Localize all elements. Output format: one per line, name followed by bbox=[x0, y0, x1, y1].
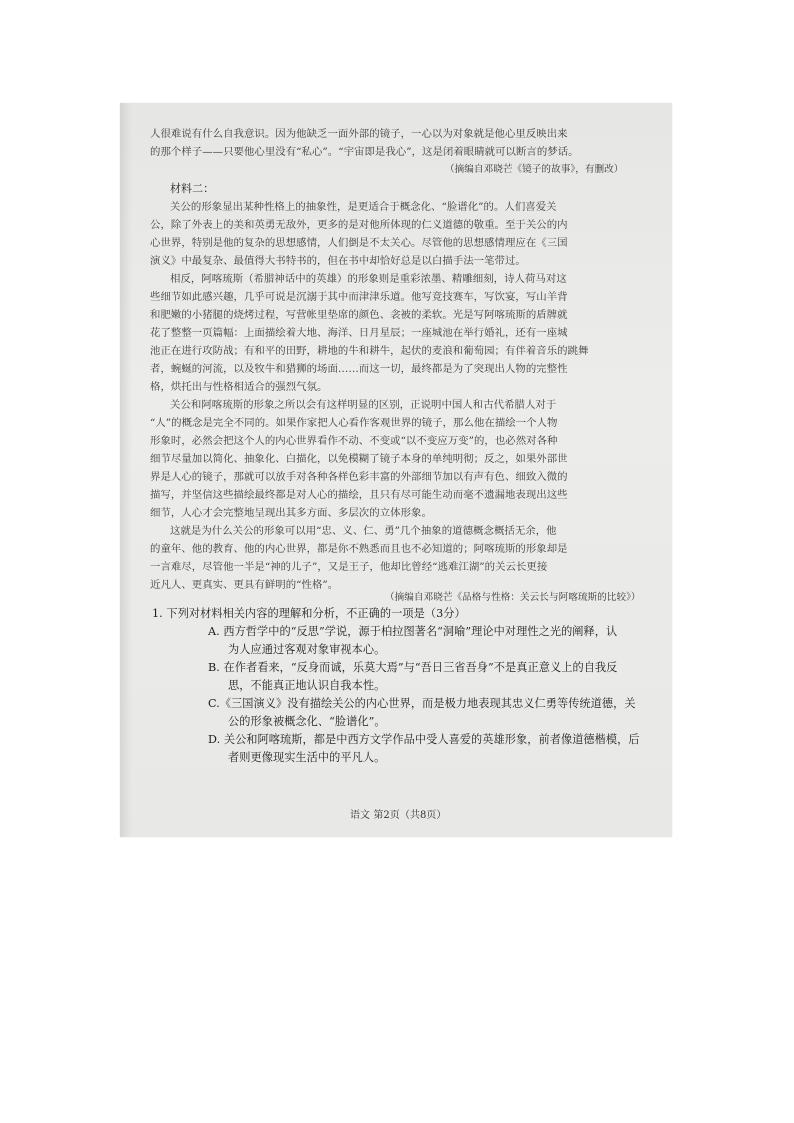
option-a: A. 西方哲学中的“反思”学说，源于柏拉图著名“洞喻”理论中对理性之光的阐释，认 bbox=[208, 625, 618, 638]
question-stem: 1. 下列对材料相关内容的理解和分析，不正确的一项是（3分） bbox=[152, 607, 466, 620]
text-line: 界是人心的镜子，那就可以放手对各种各样色彩丰富的外部细节加以有声有色、细致入微的 bbox=[150, 471, 568, 483]
text-line: 这就是为什么关公的形象可以用“忠、义、仁、勇”几个抽象的道德概念概括无余，他 bbox=[170, 525, 557, 537]
text-line: 细节尽量加以简化、抽象化、白描化，以免模糊了镜子本身的单纯明彻；反之，如果外部世 bbox=[150, 453, 568, 465]
text-line: 描写，并坚信这些描绘最终都是对人心的描绘，且只有尽可能生动而毫不遗漏地表现出这些 bbox=[150, 489, 568, 501]
text-line: 花了整整一页篇幅：上面描绘着大地、海洋、日月星辰；一座城池在举行婚礼，还有一座城 bbox=[150, 327, 568, 339]
option-c-cont: 公的形象被概念化、“脸谱化”。 bbox=[228, 715, 386, 728]
option-b-cont: 思，不能真正地认识自我本性。 bbox=[228, 679, 386, 692]
text-line: 关公的形象显出某种性格上的抽象性，是更适合于概念化、“脸谱化”的。人们喜爱关 bbox=[170, 201, 557, 213]
page-footer: 语文 第2页（共8页） bbox=[350, 810, 447, 821]
text-line: 近凡人、更真实、更具有鲜明的“性格”。 bbox=[150, 579, 339, 591]
option-a-cont: 为人应通过客观对象审视本心。 bbox=[228, 643, 386, 656]
text-line: 演义》中最复杂、最值得大书特书的，但在书中却恰好总是以白描手法一笔带过。 bbox=[150, 255, 526, 267]
source-citation: （摘编自邓晓芒《镜子的故事》，有删改） bbox=[445, 164, 624, 175]
exam-page bbox=[120, 103, 672, 837]
source-citation: （摘编自邓晓芒《品格与性格：关云长与阿喀琉斯的比较》） bbox=[385, 592, 641, 603]
text-line: 些细节如此感兴趣，几乎可说是沉溺于其中而津津乐道。他写竞技赛车，写饮宴，写山羊背 bbox=[150, 291, 568, 303]
text-line: 人很难说有什么自我意识。因为他缺乏一面外部的镜子，一心以为对象就是他心里反映出来 bbox=[150, 128, 568, 140]
text-line: “人”的概念是完全不同的。如果作家把人心看作客观世界的镜子，那么他在描绘一个人物 bbox=[150, 417, 558, 429]
option-d: D. 关公和阿喀琉斯，都是中西方文学作品中受人喜爱的英雄形象，前者像道德楷模，后 bbox=[208, 733, 640, 746]
text-line: 细节，人心才会完整地呈现出其多方面、多层次的立体形象。 bbox=[150, 507, 432, 519]
text-line: 相反，阿喀琉斯（希腊神话中的英雄）的形象则是重彩浓墨、精雕细刻，诗人荷马对这 bbox=[170, 273, 567, 285]
text-line: 一言难尽，尽管他一半是“神的儿子”，又是王子，他却比曾经“逃难江湖”的关云长更接 bbox=[150, 561, 548, 573]
text-line: 公，除了外表上的美和英勇无敌外，更多的是对他所体现的仁义道德的敬重。至于关公的内 bbox=[150, 219, 568, 231]
text-line: 者，蜿蜒的河流，以及牧牛和猎狮的场面……而这一切，最终都是为了突现出人物的完整性 bbox=[150, 363, 568, 375]
text-line: 的童年、他的教育、他的内心世界，都是你不熟悉而且也不必知道的；阿喀琉斯的形象却是 bbox=[150, 543, 568, 555]
page-shadow bbox=[120, 103, 132, 837]
text-line: 格，烘托出与性格相适合的强烈气氛。 bbox=[150, 381, 328, 393]
text-line: 和肥嫩的小猪腿的烧烤过程，写营帐里垫席的颜色、衾被的柔软。光是写阿喀琉斯的盾牌就 bbox=[150, 309, 568, 321]
text-line: 心世界，特别是他的复杂的思想感情，人们倒是不太关心。尽管他的思想感情理应在《三国 bbox=[150, 237, 568, 249]
option-d-cont: 者则更像现实生活中的平凡人。 bbox=[228, 751, 386, 764]
option-c: C.《三国演义》没有描绘关公的内心世界，而是极力地表现其忠义仁勇等传统道德，关 bbox=[208, 697, 636, 710]
text-line: 池正在进行攻防战；有和平的田野，耕地的牛和耕牛，起伏的麦浪和葡萄园；有伴着音乐的跳舞 bbox=[150, 345, 589, 357]
text-line: 形象时，必然会把这个人的内心世界看作不动、不变或“以不变应万变”的，也必然对各种 bbox=[150, 435, 558, 447]
text-line: 的那个样子——只要他心里没有“私心”。“宇宙即是我心”，这是闭着眼睛就可以断言的梦话。 bbox=[150, 146, 579, 158]
material-heading: 材料二： bbox=[170, 182, 215, 195]
option-b: B. 在作者看来，“反身而诚，乐莫大焉”与“吾日三省吾身”不是真正意义上的自我反 bbox=[208, 661, 618, 674]
text-line: 关公和阿喀琉斯的形象之所以会有这样明显的区别，正说明中国人和古代希腊人对于 bbox=[170, 399, 557, 411]
